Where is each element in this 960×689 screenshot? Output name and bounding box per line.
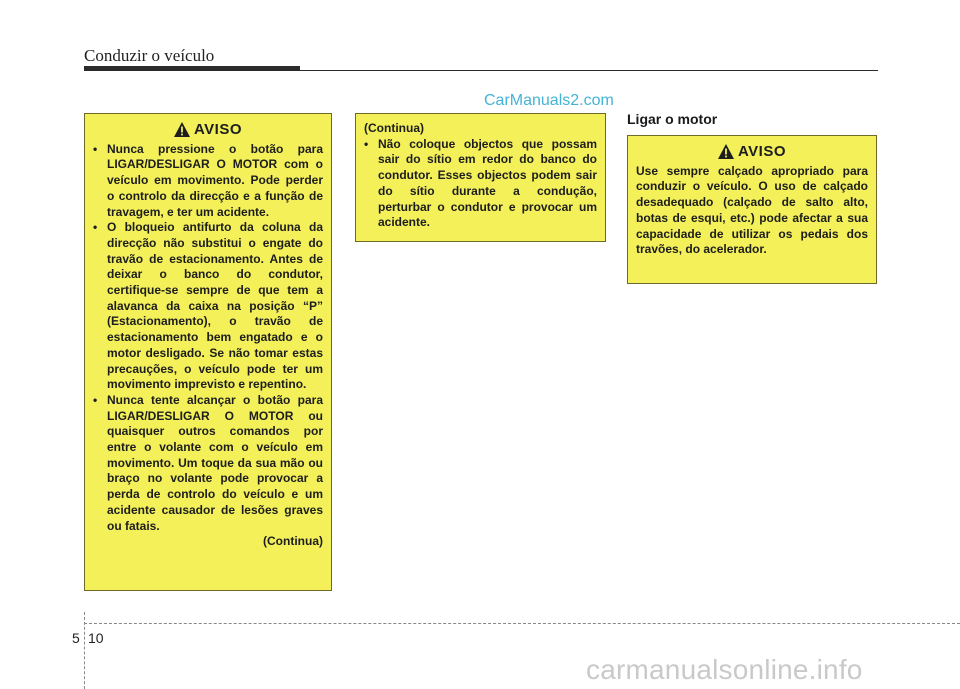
warning-box-3 [627, 135, 877, 284]
watermark-carmanualsonline: carmanualsonline.info [586, 654, 863, 685]
warning-box-1 [84, 113, 332, 591]
warning-item: • Não coloque objectos que possam sair do sítio em redor do banco do condutor. Esses objectos podem sair do sítio durante a condução, perturbar o condutor e provocar um acidente. [364, 136, 597, 230]
warning-item: • O bloqueio antifurto da coluna da direcção não substitui o engate do travão de estacionamento. Antes de deixar o banco do condutor, certifique-se sempre de que tem a alavanca da caixa na posição “P” (Estacionamento), o travão de estacionamento bem engatado e o motor desligado. Se não tomar estas precauções, o veículo pode ter um movimento imprevisto e repentino. [93, 220, 323, 392]
section-title: Ligar o motor [627, 111, 718, 127]
warning-text: Use sempre calçado apropriado para conduzir o veículo. O uso de calçado desadequado (calçado de salto alto, botas de esqui, etc.) pode afectar a sua capacidade de utilizar os pedais dos travões, do acelerador. [636, 163, 868, 257]
warning-label: AVISO [193, 121, 243, 138]
header-rule [300, 70, 878, 71]
header-bar [84, 66, 300, 71]
page-number: 10 [88, 630, 104, 646]
warning-heading [636, 144, 868, 160]
watermark-carmanuals2: CarManuals2.com [484, 92, 614, 109]
footer-rule [84, 623, 960, 624]
warning-label: AVISO [737, 143, 787, 160]
continued-label: (Continua) [263, 534, 323, 549]
warning-triangle-icon [718, 144, 734, 159]
warning-item: • Nunca pressione o botão para LIGAR/DESLIGAR O MOTOR com o veículo em movimento. Pode perder o controlo da direcção e a função de travagem, e ter um acidente. [93, 141, 323, 219]
warning-heading [93, 122, 323, 138]
chapter-number: 5 [72, 630, 80, 646]
warning-box-2 [355, 113, 606, 242]
footer-divider [84, 612, 85, 689]
continued-label: (Continua) [364, 121, 424, 135]
warning-item: • Nunca tente alcançar o botão para LIGAR/DESLIGAR O MOTOR ou quaisquer outros comandos por entre o volante com o veículo em movimento. Um toque da sua mão ou braço no volante pode provocar a perda de controlo do veículo e um acidente causador de lesões graves ou fatais. [93, 392, 323, 533]
page-header-title: Conduzir o veículo [84, 46, 215, 65]
warning-triangle-icon [174, 122, 190, 137]
